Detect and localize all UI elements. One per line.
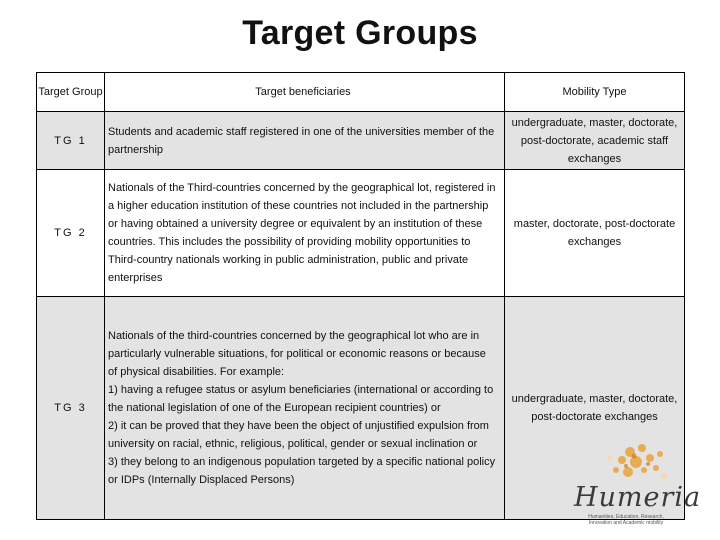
target-group-cell: TG 3 <box>37 297 105 519</box>
table-row <box>37 170 685 297</box>
mobility-type-cell: undergraduate, master, doctorate, post-doctorate, academic staff exchanges <box>505 112 685 169</box>
mobility-type-cell: undergraduate, master, doctorate, post-doctorate exchanges <box>505 297 685 519</box>
logo-wordmark: Humeria <box>574 482 702 513</box>
beneficiaries-cell: Students and academic staff registered in one of the universities member of the partnership <box>105 112 505 169</box>
humeria-logo <box>560 438 702 528</box>
target-group-cell: TG 2 <box>37 170 105 296</box>
logo-tagline: Humanities, Education, Research, Innovation and Academic mobility <box>588 514 664 526</box>
beneficiaries-cell: Nationals of the third-countries concerned by the geographical lot who are in particularly vulnerable situations, for political or economic reasons or because of physical disabilities. For example: 1) having a refugee status or asylum beneficiaries (international or according to the national legislation of one of the European recipient countries) or 2) it can be proved that they have been the object of unjustified expulsion from university on racial, ethnic, religious, political, gender or sexual inclination or 3) they belong to an indigenous population targeted by a specific national policy or IDPs (Internally Displaced Persons) <box>105 297 505 519</box>
table-header-row <box>37 73 685 112</box>
target-group-cell: TG 1 <box>37 112 105 169</box>
page-title: Target Groups <box>242 14 478 52</box>
header-mobility-type: Mobility Type <box>505 73 685 111</box>
header-target-beneficiaries: Target beneficiaries <box>105 73 505 111</box>
table-row <box>37 112 685 170</box>
header-target-group: Target Group <box>37 73 105 111</box>
mobility-type-cell: master, doctorate, post-doctorate exchanges <box>505 170 685 296</box>
beneficiaries-cell: Nationals of the Third-countries concerned by the geographical lot, registered in a higher education institution of these countries not included in the partnership or having obtained a university degree or equivalent by an institution of these countries. This includes the possibility of providing mobility opportunities to Third-country nationals working in public administration, public and private enterprises <box>105 170 505 296</box>
